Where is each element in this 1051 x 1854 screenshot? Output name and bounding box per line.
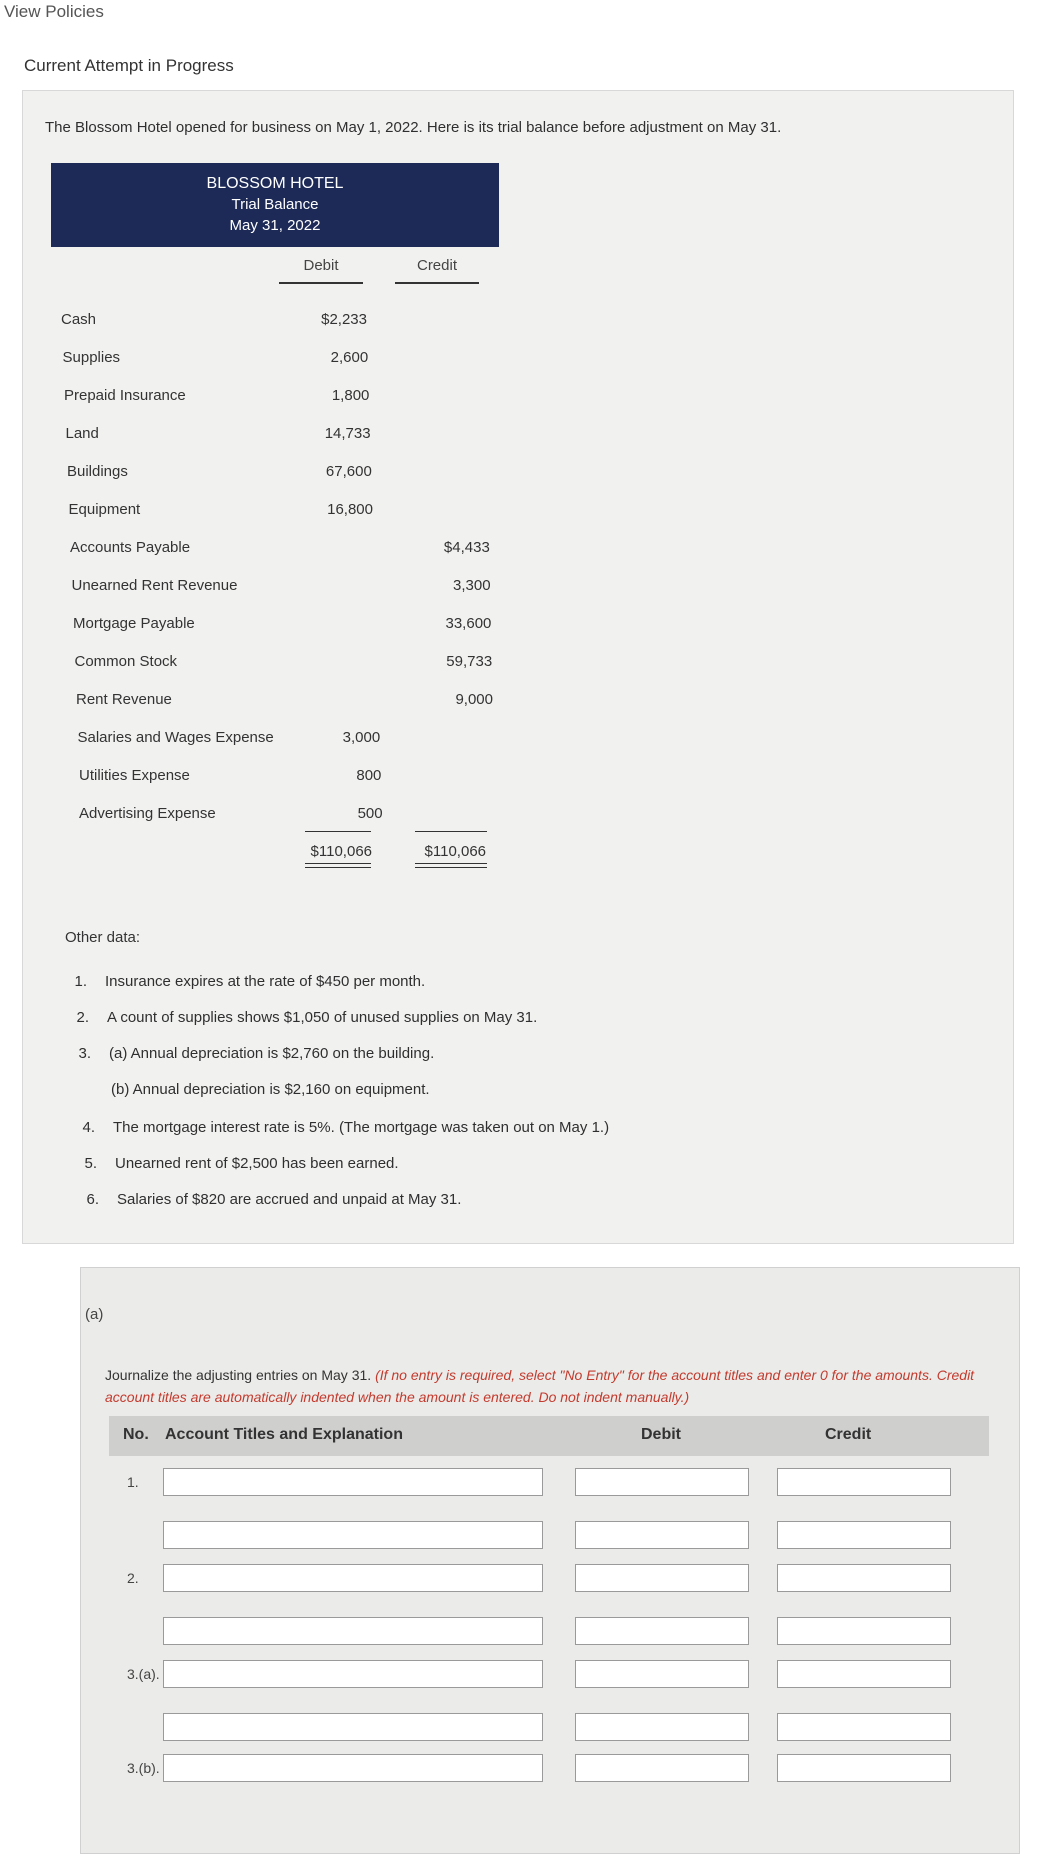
debit-input[interactable] — [575, 1617, 749, 1645]
account-name: Unearned Rent Revenue — [71, 577, 238, 594]
debit-input[interactable] — [575, 1521, 749, 1549]
credit-entry-column-header: Credit — [825, 1426, 872, 1443]
credit-total-double-rule — [415, 863, 487, 868]
account-name: Land — [65, 425, 99, 442]
account-title-input[interactable] — [163, 1660, 543, 1688]
trial-balance-row — [51, 721, 531, 759]
account-title-input[interactable] — [163, 1617, 543, 1645]
item-number: 4. — [82, 1119, 95, 1136]
debit-column-header: Debit — [279, 257, 363, 284]
debit-input[interactable] — [575, 1564, 749, 1592]
item-number: 2. — [76, 1009, 89, 1026]
journal-entry-row — [109, 1652, 989, 1698]
company-name: BLOSSOM HOTEL — [206, 175, 344, 192]
debit-amount: 16,800 — [327, 501, 373, 518]
answer-panel — [80, 1267, 1020, 1854]
item-text: (b) Annual depreciation is $2,160 on equipment. — [111, 1081, 430, 1098]
debit-amount: 67,600 — [325, 463, 372, 480]
credit-amount: 3,300 — [453, 577, 491, 594]
debit-amount: 800 — [356, 767, 382, 784]
item-number: 6. — [86, 1191, 99, 1208]
instruction-note: (If no entry is required, select "No Entry" for the account titles and enter 0 for the amounts. Credit account titles are automatically indented when the amount is entered. Do not indent manually.) — [105, 1367, 975, 1405]
credit-input[interactable] — [777, 1660, 951, 1688]
credit-input[interactable] — [777, 1521, 951, 1549]
account-title-input[interactable] — [163, 1564, 543, 1592]
item-text: (a) Annual depreciation is $2,760 on the building. — [109, 1045, 435, 1062]
journal-entry-row — [109, 1705, 989, 1751]
instruction-text: Journalize the adjusting entries on May 31. — [105, 1367, 372, 1383]
debit-amount: 14,733 — [324, 425, 371, 442]
trial-balance-row — [51, 493, 531, 531]
account-name: Common Stock — [74, 653, 178, 670]
credit-input[interactable] — [777, 1713, 951, 1741]
account-name: Equipment — [68, 501, 141, 518]
problem-panel — [22, 90, 1014, 1244]
debit-input[interactable] — [575, 1754, 749, 1782]
trial-balance-row — [51, 417, 531, 455]
trial-balance-row — [51, 303, 531, 341]
trial-balance-row — [51, 759, 531, 797]
debit-amount: 1,800 — [331, 387, 370, 404]
account-name: Advertising Expense — [79, 805, 216, 822]
account-name: Rent Revenue — [76, 691, 172, 708]
debit-amount: $2,233 — [321, 311, 367, 328]
account-title-input[interactable] — [163, 1521, 543, 1549]
instructions — [105, 1364, 995, 1408]
account-name: Buildings — [67, 463, 128, 480]
credit-input[interactable] — [777, 1564, 951, 1592]
part-label: (a) — [85, 1306, 104, 1323]
account-title-input[interactable] — [163, 1468, 543, 1496]
debit-input[interactable] — [575, 1713, 749, 1741]
debit-total-double-rule — [305, 863, 371, 868]
item-number: 1. — [74, 973, 87, 990]
journal-entry-row — [109, 1556, 989, 1602]
account-name: Accounts Payable — [70, 539, 191, 556]
trial-balance-row — [51, 569, 531, 607]
account-name: Salaries and Wages Expense — [77, 729, 274, 746]
debit-total: $110,066 — [310, 843, 372, 860]
debit-amount: 500 — [357, 805, 383, 822]
trial-balance-row — [51, 341, 531, 379]
journal-entry-row — [109, 1513, 989, 1559]
credit-column-header: Credit — [395, 257, 479, 284]
trial-balance-header — [51, 163, 499, 247]
credit-amount: 59,733 — [446, 653, 493, 670]
journal-entry-row — [109, 1460, 989, 1506]
item-number: 5. — [84, 1155, 97, 1172]
statement-date: May 31, 2022 — [229, 217, 321, 234]
other-data-title: Other data: — [65, 929, 141, 946]
debit-input[interactable] — [575, 1660, 749, 1688]
attempt-status: Current Attempt in Progress — [24, 56, 234, 75]
trial-balance-row — [51, 607, 531, 645]
item-text: The mortgage interest rate is 5%. (The mortgage was taken out on May 1.) — [113, 1119, 610, 1136]
credit-total-rule — [415, 831, 487, 832]
item-text: Salaries of $820 are accrued and unpaid at May 31. — [117, 1191, 462, 1208]
trial-balance-row — [51, 797, 531, 835]
account-title-input[interactable] — [163, 1713, 543, 1741]
account-column-header: Account Titles and Explanation — [165, 1426, 403, 1443]
account-title-input[interactable] — [163, 1754, 543, 1782]
item-text: Unearned rent of $2,500 has been earned. — [115, 1155, 399, 1172]
item-text: A count of supplies shows $1,050 of unused supplies on May 31. — [107, 1009, 538, 1026]
trial-balance-row — [51, 683, 531, 721]
credit-amount: $4,433 — [443, 539, 490, 556]
trial-balance-row — [51, 531, 531, 569]
entry-number: 1. — [127, 1474, 139, 1490]
trial-balance-row — [51, 379, 531, 417]
view-policies-link[interactable]: View Policies — [4, 2, 104, 21]
journal-table-header — [109, 1416, 989, 1456]
credit-input[interactable] — [777, 1754, 951, 1782]
debit-amount: 3,000 — [342, 729, 381, 746]
entry-number: 3.(b). — [127, 1760, 160, 1776]
trial-balance-row — [51, 455, 531, 493]
statement-title: Trial Balance — [231, 196, 319, 213]
debit-total-rule — [305, 831, 371, 832]
journal-entry-row — [109, 1746, 989, 1792]
account-name: Mortgage Payable — [73, 615, 195, 632]
entry-number: 3.(a). — [127, 1666, 160, 1682]
no-column-header: No. — [123, 1426, 149, 1443]
account-name: Utilities Expense — [79, 767, 190, 784]
problem-intro: The Blossom Hotel opened for business on May 1, 2022. Here is its trial balance before adjustment on May 31. — [45, 119, 782, 136]
credit-total: $110,066 — [424, 843, 486, 860]
account-name: Supplies — [62, 349, 121, 366]
credit-amount: 9,000 — [455, 691, 493, 708]
trial-balance-row — [51, 645, 531, 683]
item-text: Insurance expires at the rate of $450 per month. — [105, 973, 426, 990]
account-name: Cash — [61, 311, 97, 328]
entry-number: 2. — [127, 1570, 139, 1586]
debit-input[interactable] — [575, 1468, 749, 1496]
credit-input[interactable] — [777, 1468, 951, 1496]
credit-input[interactable] — [777, 1617, 951, 1645]
account-name: Prepaid Insurance — [64, 387, 186, 404]
journal-entry-row — [109, 1609, 989, 1655]
debit-amount: 2,600 — [330, 349, 369, 366]
credit-amount: 33,600 — [445, 615, 492, 632]
debit-entry-column-header: Debit — [641, 1426, 681, 1443]
item-number: 3. — [78, 1045, 91, 1062]
